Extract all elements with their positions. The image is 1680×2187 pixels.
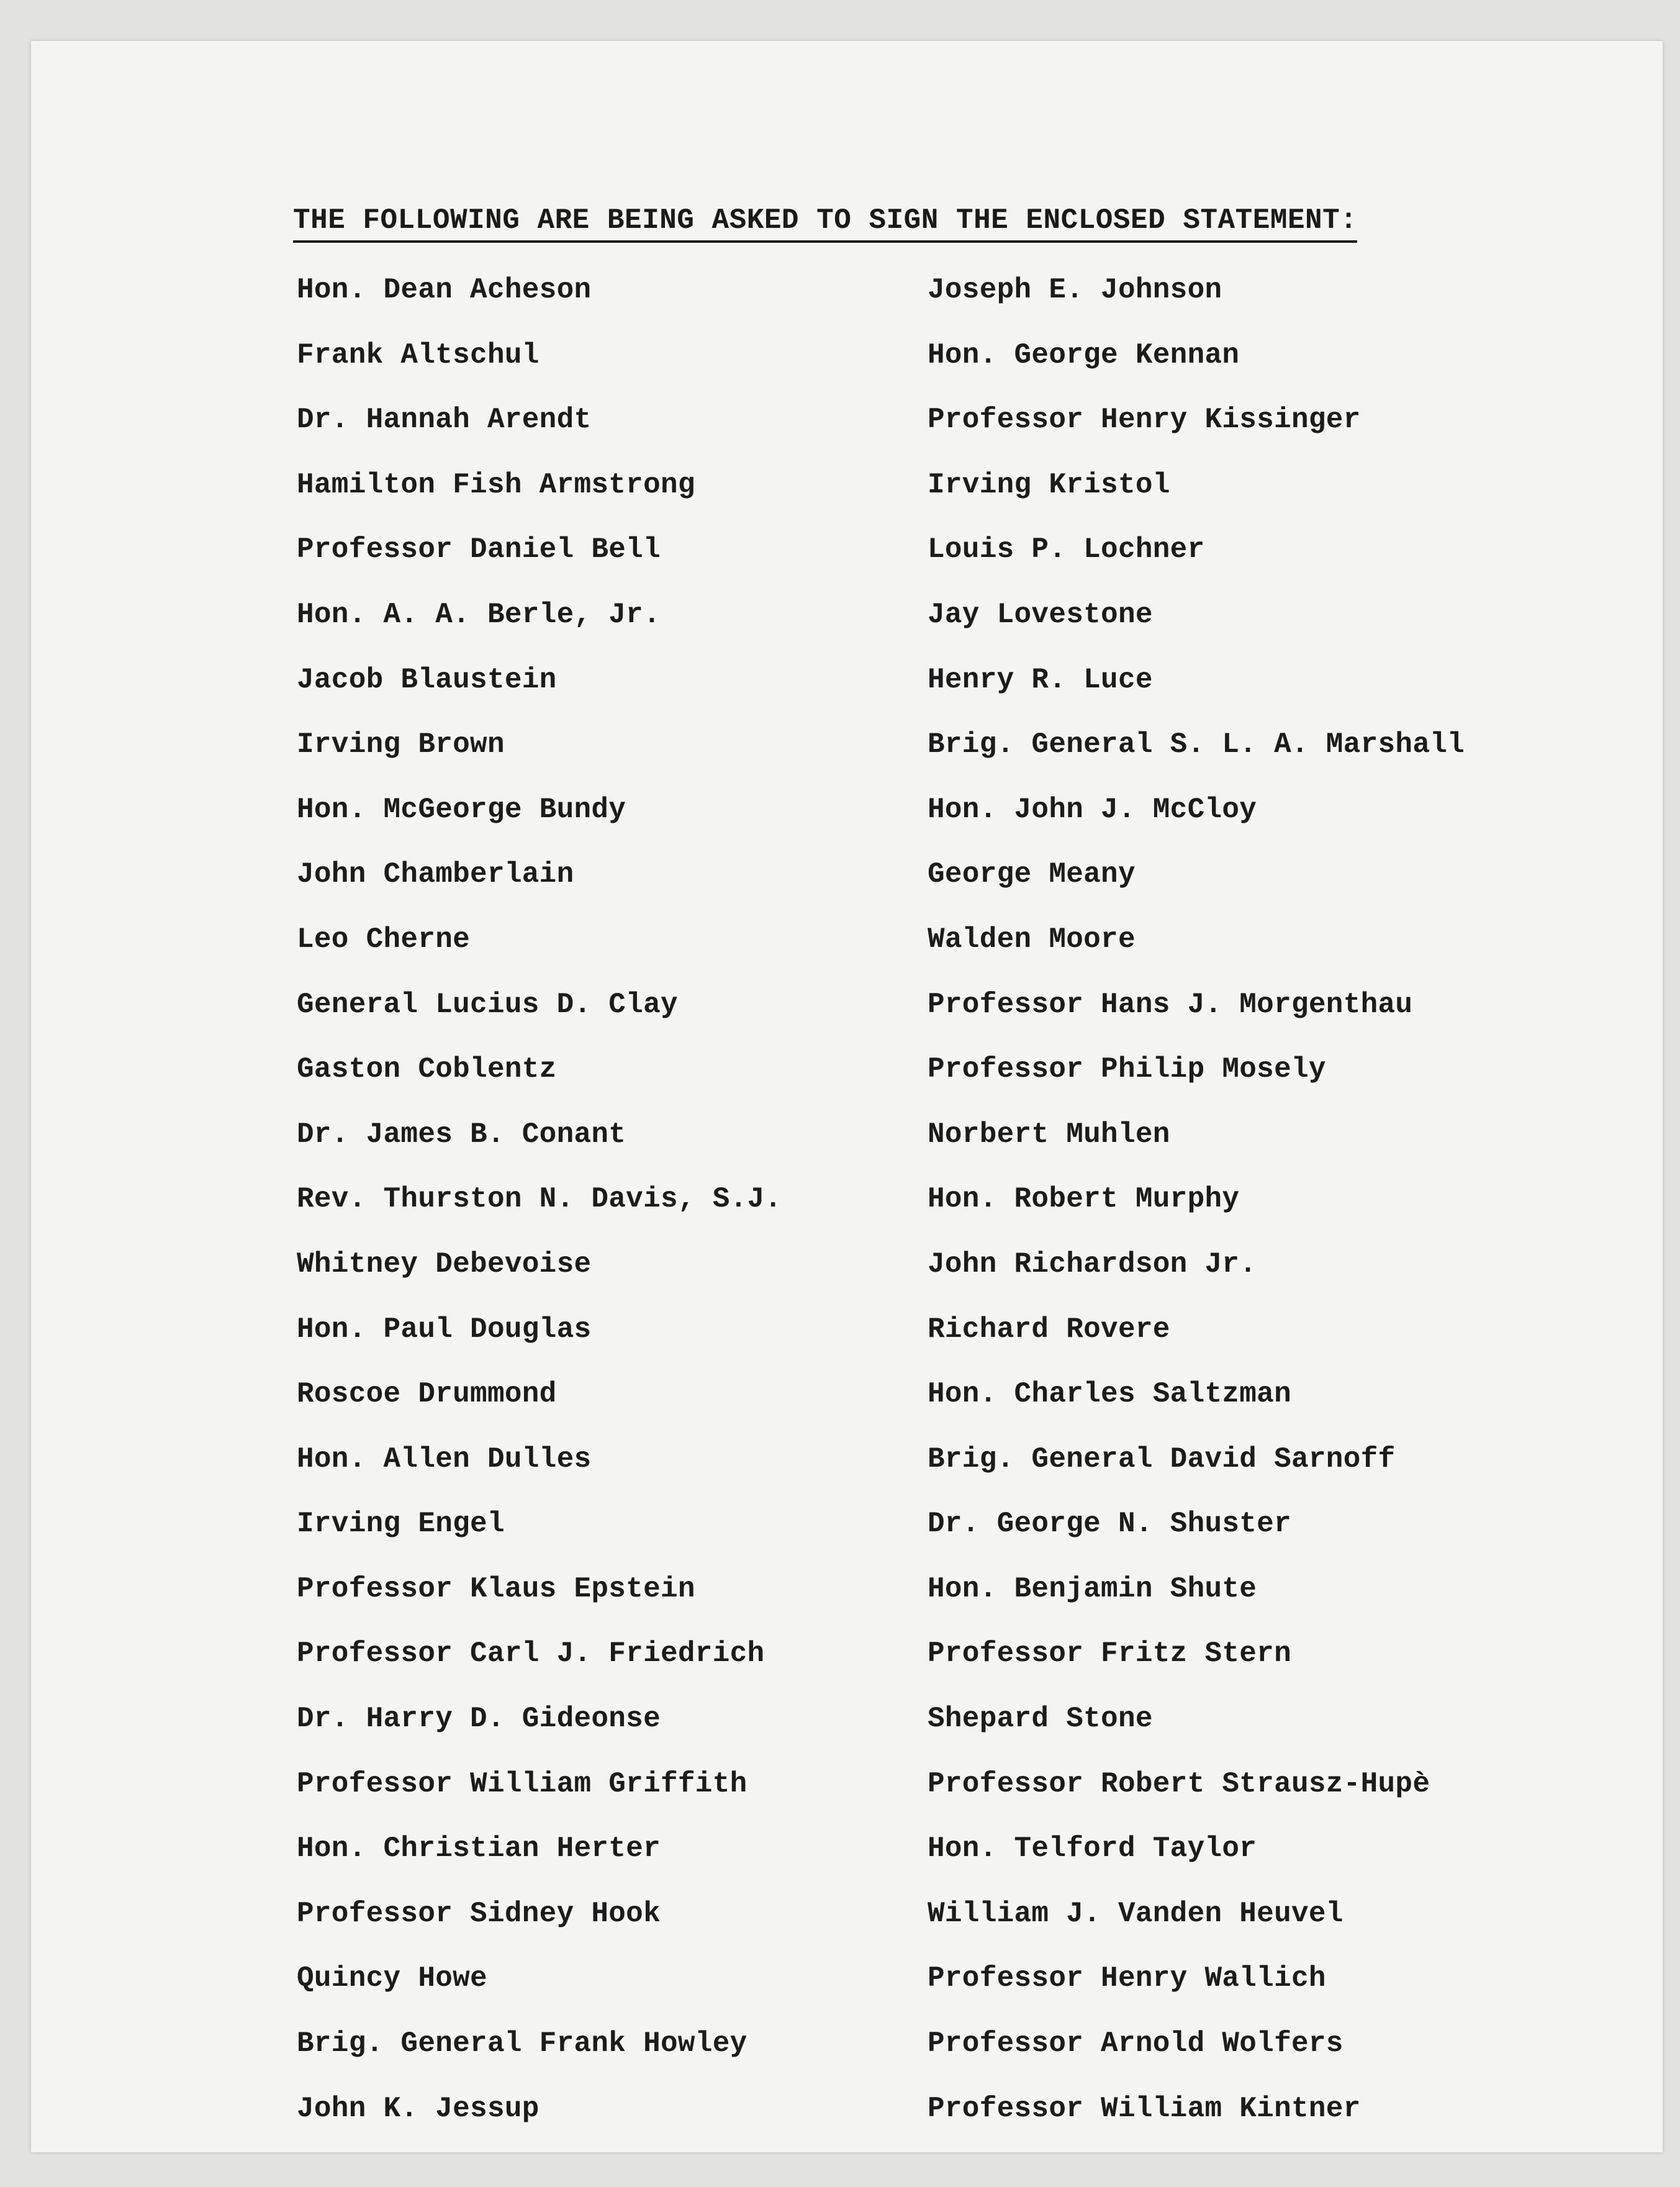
list-item: Hon. John J. McCloy [928,793,1257,826]
list-item: Irving Kristol [928,468,1170,501]
list-item: George Meany [928,858,1136,891]
list-item: Hon. Telford Taylor [928,1832,1257,1865]
list-item: Dr. George N. Shuster [928,1508,1291,1541]
list-item: Dr. Harry D. Gideonse [297,1703,661,1736]
list-item: Brig. General David Sarnoff [928,1442,1396,1475]
right-name-list [928,272,1465,2155]
list-item: Whitney Debevoise [297,1247,592,1280]
left-name-list [297,272,782,2155]
list-item: Shepard Stone [928,1703,1153,1736]
list-item: Professor Daniel Bell [297,533,661,566]
list-item: Professor Robert Strausz-Hupè [928,1767,1430,1800]
list-item: Rev. Thurston N. Davis, S.J. [297,1183,782,1216]
list-item: General Lucius D. Clay [297,988,678,1021]
list-item: Roscoe Drummond [297,1378,557,1411]
list-item: Professor Hans J. Morgenthau [928,988,1413,1021]
list-item: Professor Carl J. Friedrich [297,1637,765,1670]
list-item: Leo Cherne [297,923,471,956]
list-item: Brig. General S. L. A. Marshall [928,728,1465,761]
list-item: Norbert Muhlen [928,1118,1170,1151]
list-item: Gaston Coblentz [297,1053,557,1086]
list-item: Joseph E. Johnson [928,274,1222,306]
list-item: Professor Arnold Wolfers [928,2027,1344,2060]
list-item: Professor Henry Wallich [928,1962,1326,1995]
list-item: Jay Lovestone [928,598,1153,631]
list-item: William J. Vanden Heuvel [928,1897,1344,1930]
list-item: Professor Sidney Hook [297,1897,661,1930]
list-item: Henry R. Luce [928,663,1153,696]
list-item: Hon. A. A. Berle, Jr. [297,598,661,631]
list-item: Dr. Hannah Arendt [297,404,592,437]
list-item: Hon. Charles Saltzman [928,1378,1291,1411]
list-item: Hon. McGeorge Bundy [297,793,626,826]
list-item: John Chamberlain [297,858,574,891]
list-item: Brig. General Frank Howley [297,2027,747,2060]
list-item: Louis P. Lochner [928,533,1205,566]
list-item: Professor William Kintner [928,2092,1361,2125]
list-item: Professor Klaus Epstein [297,1572,695,1605]
list-item: Hon. Christian Herter [297,1832,661,1865]
list-item: Professor William Griffith [297,1767,747,1800]
list-item: Hon. Robert Murphy [928,1183,1240,1216]
list-item: Hon. Dean Acheson [297,274,592,306]
list-item: John K. Jessup [297,2092,540,2125]
list-item: Irving Brown [297,728,505,761]
list-item: Professor Philip Mosely [928,1053,1326,1086]
list-item: Hon. Allen Dulles [297,1442,592,1475]
list-item: Jacob Blaustein [297,663,557,696]
list-item: Hamilton Fish Armstrong [297,468,695,501]
list-item: Irving Engel [297,1508,505,1541]
list-item: Professor Henry Kissinger [928,404,1361,437]
list-item: Walden Moore [928,923,1136,956]
list-item: Frank Altschul [297,338,540,371]
list-item: Quincy Howe [297,1962,487,1995]
list-item: Hon. George Kennan [928,338,1240,371]
list-item: Hon. Paul Douglas [297,1313,592,1346]
list-item: Hon. Benjamin Shute [928,1572,1257,1605]
list-item: Richard Rovere [928,1313,1170,1346]
list-item: John Richardson Jr. [928,1247,1257,1280]
list-item: Professor Fritz Stern [928,1637,1291,1670]
list-item: Dr. James B. Conant [297,1118,626,1151]
page-heading: THE FOLLOWING ARE BEING ASKED TO SIGN THE ENCLOSED STATEMENT: [293,205,1357,243]
